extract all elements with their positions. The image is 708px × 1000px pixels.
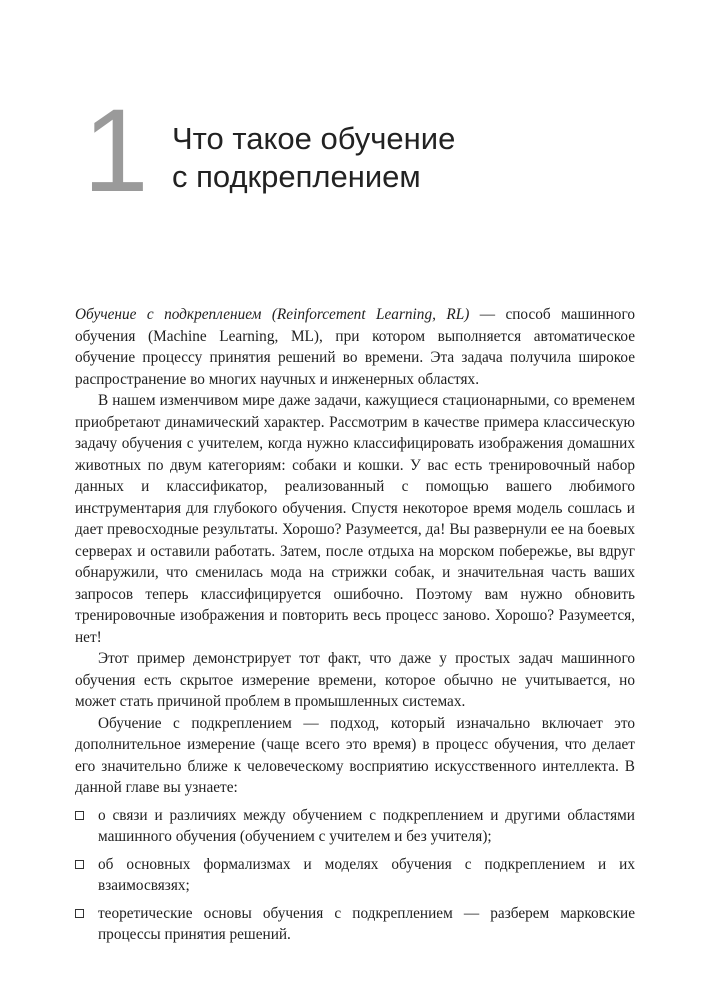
intro-term: Обучение с подкреплением (Reinforcement Learning, RL): [75, 306, 470, 323]
list-item-text: теоретические основы обучения с подкреплением — разберем марковские процессы принятия решений.: [98, 904, 635, 943]
list-item-text: об основных формализмах и моделях обучения с подкреплением и их взаимосвязях;: [98, 855, 635, 894]
paragraph-time-dimension: Этот пример демонстрирует тот факт, что даже у простых задач машинного обучения есть скрытое измерение времени, которое обычно не учитывается, но может стать причиной проблем в промышленных системах.: [75, 650, 635, 710]
checkbox-square-icon: [75, 909, 84, 918]
chapter-title-line-2: с подкреплением: [172, 159, 421, 194]
checkbox-square-icon: [75, 811, 84, 820]
list-item-text: о связи и различиях между обучением с подкреплением и другими областями машинного обучения (обучением с учителем и без учителя);: [98, 806, 635, 845]
list-item: [75, 903, 635, 946]
chapter-number: 1: [83, 85, 149, 217]
chapter-title-line-1: Что такое обучение: [172, 121, 456, 156]
list-item: [75, 805, 635, 848]
paragraph-example: В нашем изменчивом мире даже задачи, кажущиеся стационарными, со временем приобретают динамический характер. Рассмотрим в качестве примера классическую задачу обучения с учителем, когда нужно классифицировать изображения домашних животных по двум категориям: собаки и кошки. У вас есть тренировочный набор данных и классификатор, реализованный с помощью вашего любимого инструментария для глубокого обучения. Спустя некоторое время модель сошлась и дает превосходные результаты. Хорошо? Разумеется, да! Вы развернули ее на боевых серверах и оставили работать. Затем, после отдыха на морском побережье, вы вдруг обнаружили, что сменилась мода на стрижки собак, и значительная часть ваших запросов теперь классифицируется ошибочно. Поэтому вам нужно обновить тренировочные изображения и повторить весь процесс заново. Хорошо? Разумеется, нет!: [75, 392, 635, 646]
chapter-title: [172, 120, 642, 196]
paragraph-rl-approach: Обучение с подкреплением — подход, который изначально включает это дополнительное измерение (чаще всего это время) в процесс обучения, что делает его значительно ближе к человеческому восприятию искусственного интеллекта. В данной главе вы узнаете:: [75, 714, 635, 796]
chapter-topics-list: [75, 805, 635, 946]
chapter-body: [75, 304, 635, 952]
paragraph-intro: [75, 304, 635, 390]
list-item: [75, 854, 635, 897]
checkbox-square-icon: [75, 860, 84, 869]
intro-text: — способ машинного обучения (Machine Learning, ML), при котором выполняется автоматическое обучение процессу принятия решений во времени. Эта задача получила широкое распространение во многих научных и инженерных областях.: [75, 306, 636, 388]
